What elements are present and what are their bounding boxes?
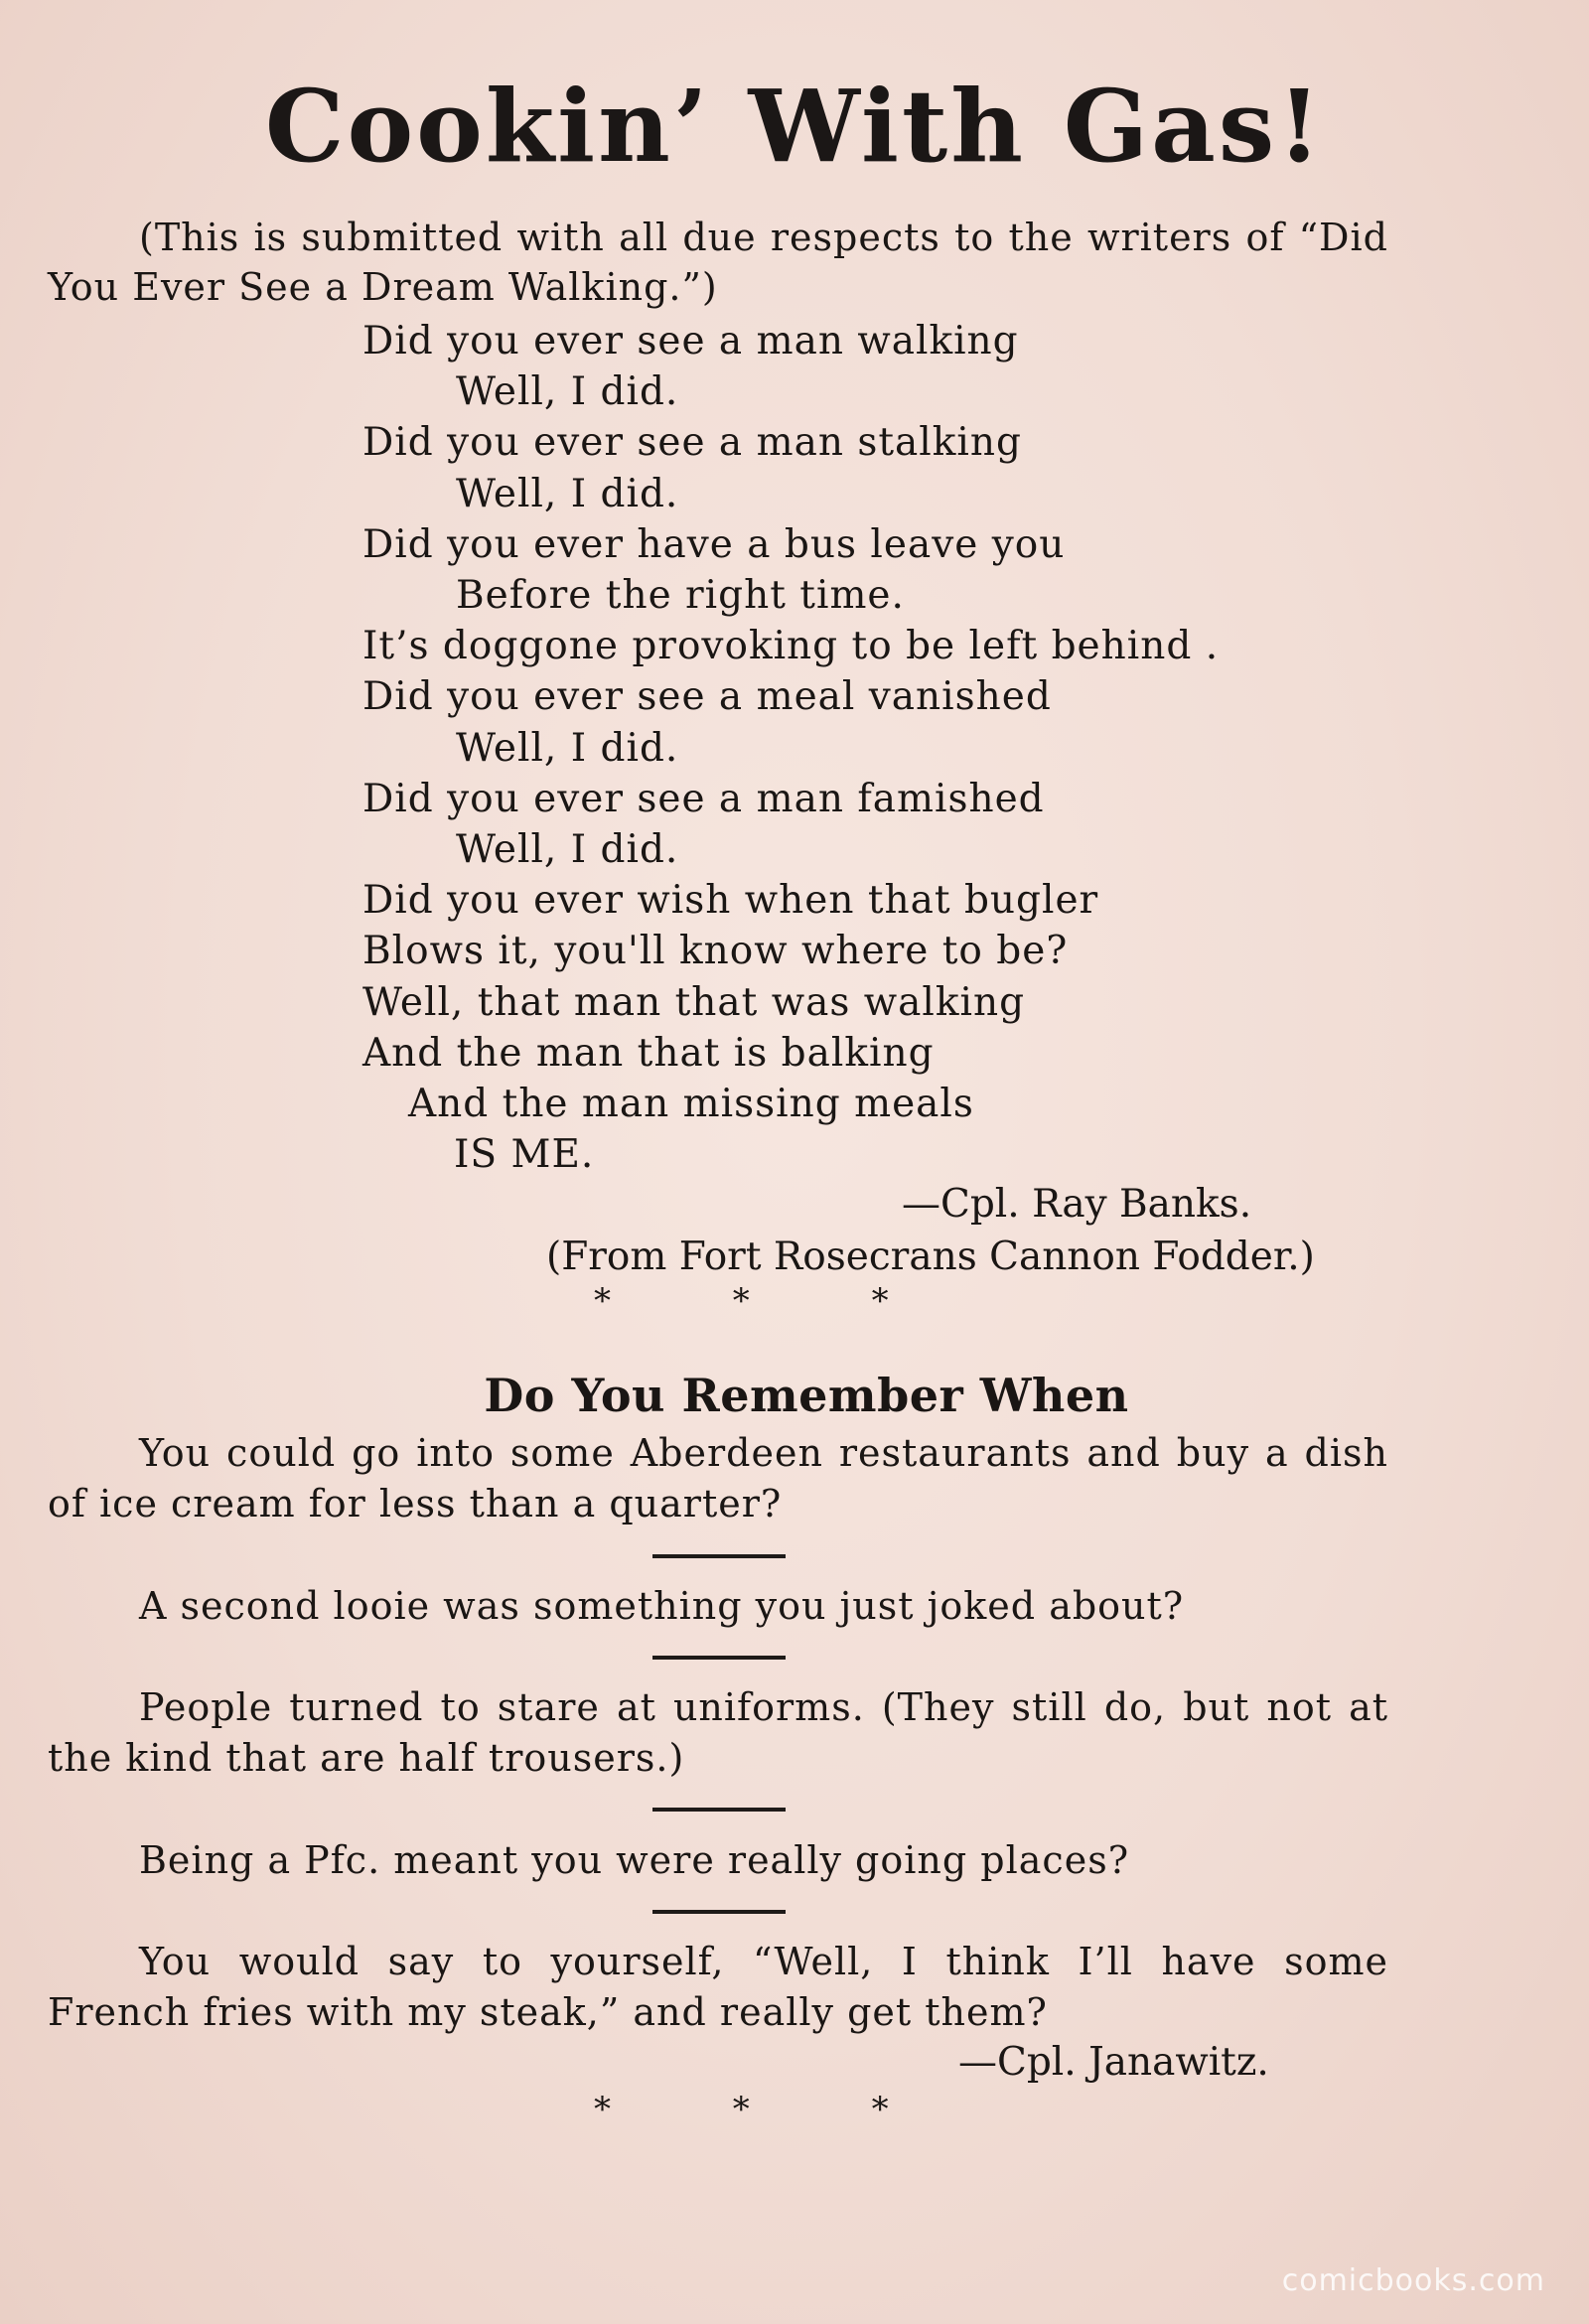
remember-item: People turned to stare at uniforms. (They still do, but not at the kind that are half trousers.)	[48, 1685, 1388, 1780]
remember-item: A second looie was something you just joked about?	[139, 1584, 1185, 1628]
poem-line: Well, I did.	[456, 471, 679, 516]
watermark: comicbooks.com	[1281, 2263, 1545, 2298]
section-heading: Do You Remember When	[484, 1369, 1129, 1422]
poem-credit-source: (From Fort Rosecrans Cannon Fodder.)	[546, 1235, 1315, 1279]
poem-line: And the man that is balking	[362, 1030, 935, 1076]
poem-line: IS ME.	[454, 1132, 595, 1178]
poem-line: Did you ever wish when that bugler	[362, 878, 1099, 924]
poem-line: Well, I did.	[456, 725, 679, 771]
intro-paragraph: (This is submitted with all due respects to the writers of “Did You Ever See a Dream Walking.”)	[48, 216, 1388, 309]
poem-line: Before the right time.	[456, 573, 905, 619]
remember-item: Being a Pfc. meant you were really going places?	[139, 1838, 1130, 1882]
remember-item: You would say to yourself, “Well, I think I’ll have some French fries with my steak,” and really get them?	[48, 1940, 1388, 2034]
divider-rule	[652, 1910, 786, 1914]
divider-rule	[652, 1554, 786, 1558]
poem	[362, 316, 1219, 1180]
poem-line: Well, that man that was walking	[362, 979, 1026, 1025]
separator-stars: * * *	[594, 2090, 944, 2129]
poem-line: Well, I did.	[456, 369, 679, 415]
poem-credit-author: —Cpl. Ray Banks.	[902, 1182, 1252, 1227]
poem-line: Did you ever see a man famished	[362, 776, 1045, 821]
separator-stars: * * *	[594, 1281, 944, 1321]
section-credit: —Cpl. Janawitz.	[958, 2040, 1269, 2085]
poem-line: Did you ever have a bus leave you	[362, 521, 1066, 567]
remember-item: You could go into some Aberdeen restaurants and buy a dish of ice cream for less than a quarter?	[48, 1431, 1388, 1525]
poem-line: And the man missing meals	[408, 1082, 974, 1127]
poem-line: Did you ever see a man walking	[362, 319, 1019, 363]
poem-line: Blows it, you'll know where to be?	[362, 929, 1069, 974]
divider-rule	[652, 1808, 786, 1812]
page-title: Cookin’ With Gas!	[264, 68, 1325, 185]
poem-line: It’s doggone provoking to be left behind .	[362, 624, 1220, 669]
poem-line: Did you ever see a man stalking	[362, 420, 1022, 466]
poem-line: Well, I did.	[456, 827, 679, 873]
divider-rule	[652, 1656, 786, 1660]
poem-line: Did you ever see a meal vanished	[362, 674, 1052, 720]
